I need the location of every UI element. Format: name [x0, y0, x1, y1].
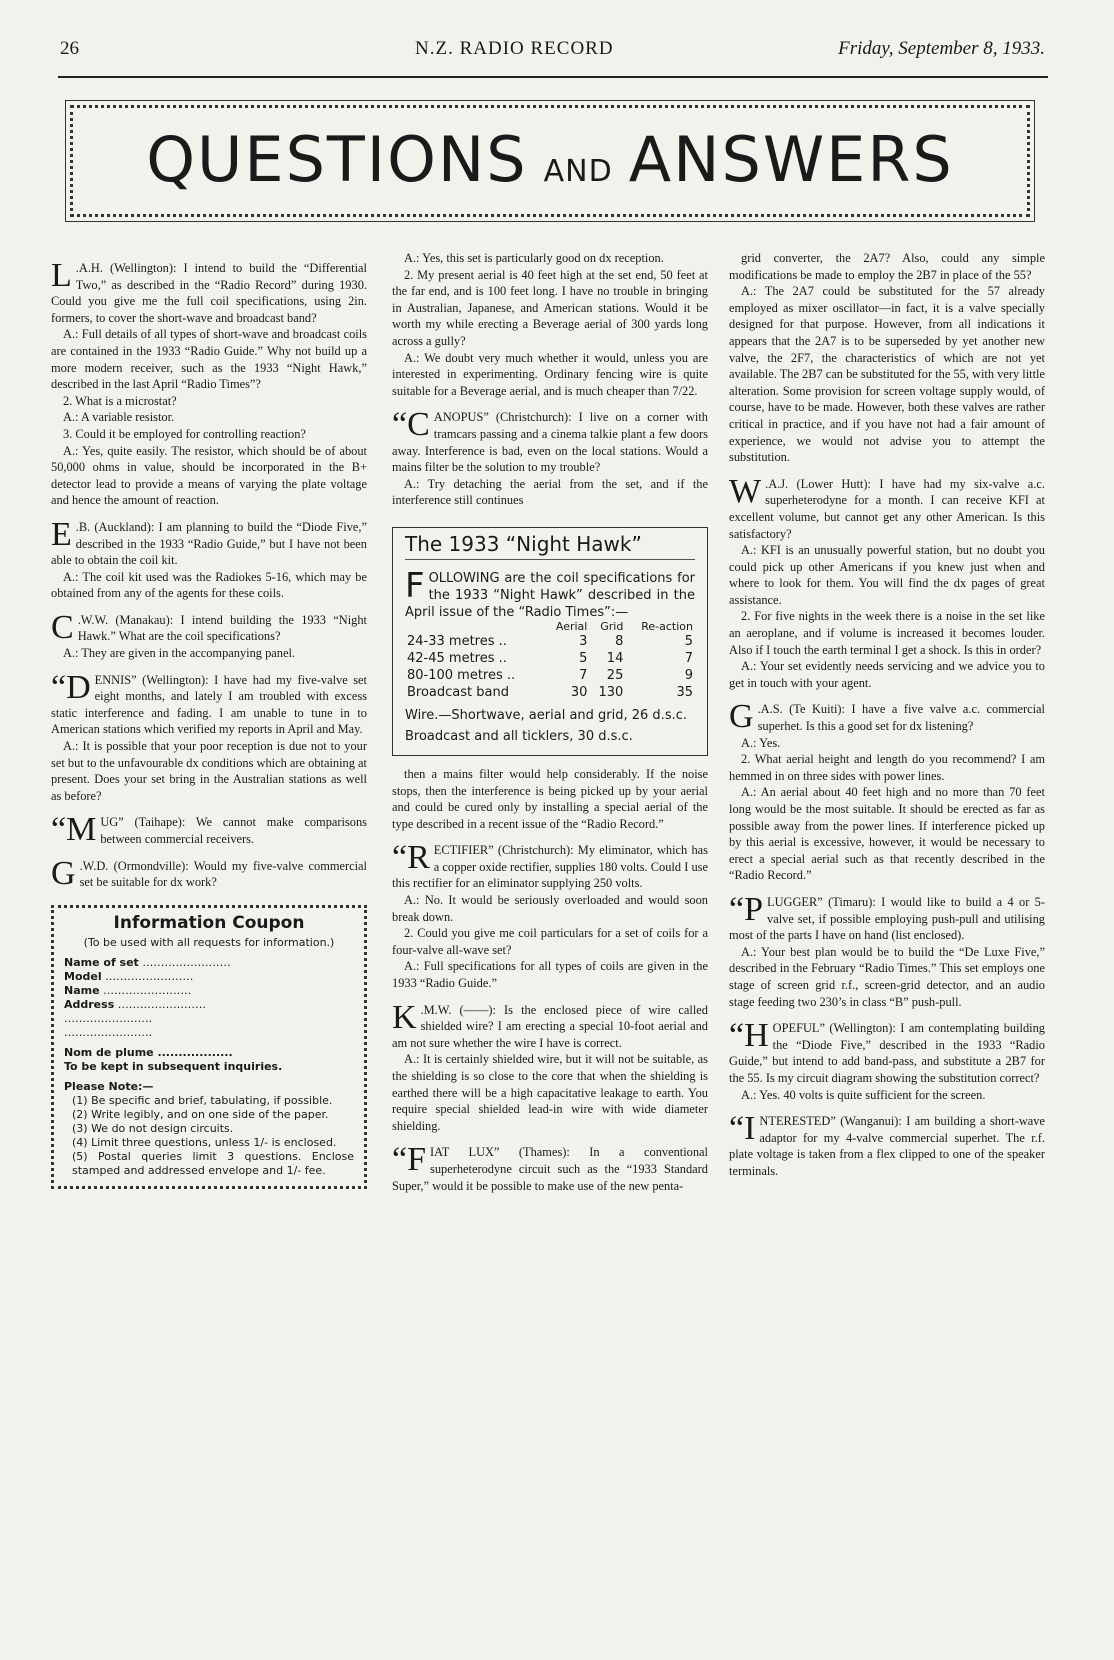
- coil-table-row: [405, 633, 695, 650]
- answer-paragraph: [51, 443, 367, 509]
- drop-cap: “M: [51, 811, 97, 849]
- coupon-plume-note: To be kept in subsequent inquiries.: [64, 1059, 283, 1073]
- column-1-text: [51, 257, 367, 892]
- coupon-field-dots: ․․․․․․․․․․․․․․․․․․․․․․․․: [142, 955, 231, 969]
- paragraph-text: .W.W. (Manakau): I intend building the 1933 “Night Hawk.” What are the coil specifications?: [77, 612, 367, 644]
- coil-table-cell: 25: [606, 667, 624, 683]
- answer-paragraph: [729, 658, 1045, 691]
- paragraph-text: A.: A variable resistor.: [63, 410, 175, 425]
- paragraph-text: .A.J. (Lower Hutt): I have had my six-valve a.c. superheterodyne for a month. I can receive KFI at excellent volume, but cannot get any other American. Is this satisfactory?: [729, 476, 1045, 541]
- paragraph-text: 2. What is a microstat?: [63, 393, 177, 408]
- coil-table-cell: 80-100 metres ..: [407, 667, 516, 683]
- answer-paragraph: [51, 409, 367, 426]
- panel-wire-note: Wire.—Shortwave, aerial and grid, 26 d.s.c.: [405, 707, 688, 723]
- answer-paragraph: [392, 250, 708, 267]
- paragraph-text: LUGGER” (Timaru): I would like to build a 4 or 5-valve set, if possible employing push-pull and utilising most of the parts I have on hand (list enclosed).: [729, 894, 1045, 943]
- panel-intro-text: OLLOWING are the coil specifications for the 1933 “Night Hawk” described in the April issue of the “Radio Times”:—: [405, 570, 695, 620]
- paragraph-text: ANOPUS” (Christchurch): I live on a corner with tramcars passing and a cinema talkie plant a few doors away. Interference is bad, even on the local stations. Would a mains filter be the solution to my trouble?: [392, 410, 708, 475]
- answer-paragraph: [729, 542, 1045, 608]
- coupon-field-dots: ․․․․․․․․․․․․․․․․․․․․․․․․: [117, 997, 207, 1011]
- col-header-grid: Grid: [600, 619, 624, 633]
- answer-paragraph: [392, 766, 708, 832]
- drop-cap: G: [729, 698, 754, 736]
- drop-cap: L: [51, 257, 72, 294]
- masthead: N.Z. RADIO RECORD: [415, 38, 614, 59]
- coupon-field-label: Model: [64, 969, 102, 983]
- paragraph-text: A.: Yes.: [741, 735, 781, 750]
- coil-table-cell: 35: [676, 684, 693, 700]
- column-3-text: [729, 250, 1045, 1179]
- question: [729, 1017, 1045, 1086]
- answer-paragraph: [51, 569, 367, 602]
- column-2-text-bottom: [392, 766, 708, 1194]
- coil-table-body: [405, 633, 695, 701]
- paragraph-text: A.: No. It would be seriously overloaded and would soon break down.: [392, 893, 708, 924]
- section-banner: [65, 100, 1035, 222]
- coil-table-row: [405, 650, 695, 667]
- coupon-notes-heading: Please Note:—: [64, 1079, 154, 1093]
- coupon-field-set: [64, 956, 354, 970]
- column-3: [729, 250, 1045, 1179]
- header-rule: [58, 76, 1048, 78]
- column-2-text-top: [392, 250, 708, 509]
- coupon-field-name: [64, 984, 354, 998]
- answer-paragraph: [729, 608, 1045, 658]
- answer-paragraph: [729, 1087, 1045, 1104]
- information-coupon: [51, 905, 367, 1189]
- question: [51, 668, 367, 738]
- paragraph-text: .A.H. (Wellington): I intend to build the “Differential Two,” as described in the “Radio Record” during 1930. Could you give me the full coil specifications, using 2in. formers, to cover the short-wave and broadcast band?: [51, 261, 367, 325]
- answer-paragraph: [729, 283, 1045, 466]
- panel-title: The 1933 “Night Hawk”: [405, 536, 695, 560]
- coil-table-row: [405, 684, 695, 701]
- paragraph-text: then a mains filter would help considerably. If the noise stops, then the interference is being picked up by your aerial and could be cured only by installing a special aerial of the type described in a recent issue of the “Radio Record.”: [392, 766, 708, 831]
- drop-cap: G: [51, 854, 76, 892]
- answer-paragraph: [51, 326, 367, 392]
- question: [392, 406, 708, 475]
- coupon-field-label: Address: [64, 997, 115, 1011]
- answer-paragraph: [729, 944, 1045, 1010]
- coupon-field-dots: ․․․․․․․․․․․․․․․․․․․․․․․․: [105, 969, 194, 983]
- column-1: [51, 250, 367, 1189]
- coupon-note: (2) Write legibly, and on one side of the paper.: [72, 1107, 329, 1121]
- paragraph-text: A.: They are given in the accompanying panel.: [63, 646, 296, 661]
- coil-table-cell: 5: [684, 633, 693, 649]
- question: [729, 472, 1045, 542]
- coil-table-cell: 7: [684, 650, 693, 666]
- paragraph-text: ENNIS” (Wellington): I have had my five-valve set eight months, and lately I am troubled with excess static interference and fading. I am unable to tune in to American stations which verified my reports in April and May.: [51, 672, 367, 737]
- question: [51, 608, 367, 646]
- paragraph-text: grid converter, the 2A7? Also, could any simple modifications be made to employ the 2B7 in place of the 55?: [729, 251, 1045, 282]
- column-2: [392, 250, 708, 1194]
- drop-cap: “R: [392, 839, 430, 877]
- banner-word-questions: QUESTIONS: [146, 123, 528, 196]
- answer-paragraph: [392, 1051, 708, 1134]
- coupon-notes: [64, 1094, 354, 1178]
- coil-table-header: [405, 621, 695, 633]
- answer-paragraph: [729, 751, 1045, 784]
- paragraph-text: A.: KFI is an unusually powerful station, but no doubt you could pick up other Americans if you knew just when and where to look for them. You will find the dx pages of great assistance.: [729, 543, 1045, 607]
- question: [392, 998, 708, 1052]
- question: [51, 257, 367, 326]
- question: [51, 515, 367, 569]
- page-number: 26: [60, 38, 79, 59]
- answer-paragraph: [392, 925, 708, 958]
- paragraph-text: A.: The 2A7 could be substituted for the 57 already employed as mixer oscillator—in fact, it is a valve specially designed for that purpose. However, from all indications it appears that the 2A7 is to be superseded by yet another new valve, the 2F7, the characteristics of which are not yet available. The 2B7 can be substituted for the 55, with very little alteration. Some provision for screen voltage supply would, of course, have to be made. However, both these valves are rather critical in practice, and if you have not had a fair amount of experience, we would not advise you to attempt the substitution.: [729, 284, 1045, 465]
- drop-cap: W: [729, 472, 762, 510]
- coupon-field-label: Name: [64, 983, 100, 997]
- paragraph-text: UG” (Taihape): We cannot make comparisons between commercial receivers.: [100, 815, 367, 846]
- paragraph-text: .W.D. (Ormondville): Would my five-valve commercial set be suitable for dx work?: [79, 858, 367, 890]
- coil-table-cell: 7: [579, 667, 588, 683]
- drop-cap: E: [51, 515, 72, 553]
- answer-paragraph: [51, 426, 367, 443]
- paragraph-text: 2. For five nights in the week there is a noise in the set like an aeroplane, and if volume is increased it becomes louder. Also if I touch the earth terminal I get a shock. Is this in order?: [729, 609, 1045, 657]
- answer-paragraph: [392, 267, 708, 350]
- paragraph-text: A.: It is possible that your poor reception is due not to your set but to the unfavourable dx conditions which are obtaining at present. Does your set bring in the Australian stations as well as before?: [51, 739, 367, 803]
- coupon-title: Information Coupon: [113, 912, 305, 933]
- coil-table-cell: 5: [579, 650, 588, 666]
- coil-table-cell: 14: [606, 650, 624, 666]
- paragraph-text: .M.W. (——): Is the enclosed piece of wire called shielded wire? I am erecting a special 10-foot aerial and am not sure whether the wire I have is correct.: [392, 1002, 708, 1050]
- coupon-address-line: ․․․․․․․․․․․․․․․․․․․․․․․․: [64, 1025, 153, 1039]
- coil-table-cell: 24-33 metres ..: [407, 633, 507, 649]
- question: [51, 811, 367, 849]
- coil-table-cell: 30: [570, 684, 588, 700]
- question: [392, 1141, 708, 1194]
- coupon-address-line: ․․․․․․․․․․․․․․․․․․․․․․․․: [64, 1011, 153, 1025]
- paragraph-text: A.: Your set evidently needs servicing and we advice you to get in touch with your agent.: [729, 659, 1045, 690]
- paragraph-text: A.: We doubt very much whether it would, unless you are interested in experimenting. Ordinary fencing wire is quite suitable for a Beverage aerial, and is much cheaper than 7/22.: [392, 350, 708, 398]
- paragraph-text: A.: Yes, quite easily. The resistor, which should be of about 50,000 ohms in value, should be incorporated in the B+ detector lead to provide a means of varying the plate voltage and hence the amount of reaction.: [51, 443, 367, 508]
- paragraph-text: .A.S. (Te Kuiti): I have a five valve a.c. commercial superhet. Is this a good set for dx listening?: [757, 702, 1045, 734]
- paragraph-text: A.: Full specifications for all types of coils are given in the 1933 “Radio Guide.”: [392, 959, 708, 991]
- answer-paragraph: [392, 892, 708, 925]
- answer-paragraph: [729, 735, 1045, 752]
- paragraph-text: 2. What aerial height and length do you recommend? I am hemmed in on three sides with power lines.: [729, 752, 1045, 783]
- paragraph-text: A.: Try detaching the aerial from the set, and if the interference still continues: [392, 476, 708, 508]
- coupon-field-label: Name of set: [64, 955, 139, 969]
- coupon-note: (4) Limit three questions, unless 1/- is enclosed.: [72, 1135, 337, 1149]
- banner-word-and: AND: [543, 154, 613, 189]
- paragraph-text: A.: Yes. 40 volts is quite sufficient for the screen.: [741, 1087, 986, 1102]
- coil-table-cell: 8: [615, 633, 624, 649]
- paragraph-text: .B. (Auckland): I am planning to build the “Diode Five,” described in the 1933 “Radio Guide,” but I have not been able to obtain the coil kit.: [51, 519, 367, 568]
- question: [392, 839, 708, 892]
- coupon-field-dots: ․․․․․․․․․․․․․․․․․․․․․․․․: [103, 983, 192, 997]
- answer-paragraph: [392, 958, 708, 991]
- answer-paragraph: [729, 250, 1045, 283]
- question: [729, 1110, 1045, 1179]
- answer-paragraph: [729, 784, 1045, 884]
- coil-spec-table: [405, 621, 695, 701]
- answer-paragraph: [392, 350, 708, 400]
- paragraph-text: 3. Could it be employed for controlling reaction?: [63, 426, 306, 441]
- col-header-reaction: Re-action: [641, 619, 693, 633]
- question: [729, 890, 1045, 944]
- paragraph-text: ECTIFIER” (Christchurch): My eliminator, which has a copper oxide rectifier, supplies 180 volts. Could I use this rectifier for an eliminator supplying 250 volts.: [392, 843, 708, 891]
- coupon-note: (5) Postal queries limit 3 questions. Enclose stamped and addressed envelope and 1/- fee.: [72, 1149, 354, 1177]
- answer-paragraph: [51, 738, 367, 804]
- coil-table-row: [405, 667, 695, 684]
- banner-title: [66, 123, 1034, 196]
- coil-table-cell: Broadcast band: [407, 684, 509, 700]
- paragraph-text: A.: Yes, this set is particularly good on dx reception.: [404, 251, 664, 265]
- paragraph-text: A.: Full details of all types of short-wave and broadcast coils are contained in the 1933 “Radio Guide.” Why not build up a more modern receiver, such as the 1933 “Night Hawk,” described in the last April “Radio Times”?: [51, 327, 367, 392]
- question: [729, 698, 1045, 736]
- panel-intro: [405, 565, 695, 621]
- coil-table-cell: 130: [598, 684, 624, 700]
- drop-cap: “H: [729, 1017, 769, 1055]
- paragraph-text: A.: The coil kit used was the Radiokes 5-16, which may be obtained from any of the agents for these coils.: [51, 569, 367, 601]
- coil-table-cell: 42-45 metres ..: [407, 650, 507, 666]
- drop-cap: K: [392, 998, 417, 1036]
- coupon-field-model: [64, 970, 354, 984]
- coupon-note: (1) Be specific and brief, tabulating, if possible.: [72, 1093, 333, 1107]
- drop-cap: “I: [729, 1110, 756, 1148]
- paragraph-text: OPEFUL” (Wellington): I am contemplating building the “Diode Five,” described in the 1933 “Radio Guide,” but intend to add band-pass, and substitute a 2B7 for the 55. Is my circuit diagram showing the substitution correct?: [729, 1021, 1045, 1085]
- paragraph-text: A.: An aerial about 40 feet high and no more than 70 feet long would be the most suitable. It should be erected as far as possible away from the power lines. If interference picked up by this aerial is excessive, however, it would be necessary to erect a special aerial such as that recently described in the “Radio Record.”: [729, 785, 1045, 883]
- paragraph-text: A.: Your best plan would be to build the “De Luxe Five,” described in the February “Radio Times.” This set employs one stage of screen grid r.f., screen-grid detector, and an audio stage feeding two 230’s in class “B” push-pull.: [729, 944, 1045, 1009]
- answer-paragraph: [51, 393, 367, 410]
- answer-paragraph: [392, 476, 708, 509]
- question: [51, 854, 367, 892]
- col-header-aerial: Aerial: [555, 619, 588, 633]
- drop-cap: “C: [392, 406, 430, 444]
- drop-cap: “D: [51, 668, 91, 706]
- coil-table-cell: 9: [684, 667, 693, 683]
- page-header: [60, 38, 1045, 62]
- paragraph-text: 2. My present aerial is 40 feet high at the set end, 50 feet at the far end, and is 100 feet long. I have no trouble in bringing in Australian, Japanese, and American stations. Would it be worth my while erecting a Beverage aerial of 300 yards long across a gully?: [392, 267, 708, 348]
- coupon-nom-de-plume: Nom de plume ..................: [64, 1045, 233, 1059]
- paragraph-text: 2. Could you give me coil particulars for a set of coils for a four-valve all-wave set?: [392, 926, 708, 957]
- panel-broadcast-note: Broadcast and all ticklers, 30 d.s.c.: [405, 728, 633, 744]
- drop-cap: C: [51, 608, 74, 646]
- night-hawk-panel: [392, 527, 708, 756]
- issue-date: Friday, September 8, 1933.: [838, 38, 1045, 59]
- coupon-subtitle: (To be used with all requests for information.): [83, 935, 335, 949]
- answer-paragraph: [51, 645, 367, 662]
- paragraph-text: NTERESTED” (Wanganui): I am building a short-wave adaptor for my 4-valve commercial superhet. The r.f. plate voltage is taken from a flex clipped to one of the speaker terminals.: [729, 1114, 1045, 1178]
- banner-word-answers: ANSWERS: [628, 123, 954, 196]
- paragraph-text: IAT LUX” (Thames): In a conventional superheterodyne circuit such as the “1933 Standard Super,” would it be possible to make use of the new penta-: [392, 1145, 708, 1193]
- coupon-field-address: [64, 998, 354, 1012]
- coupon-note: (3) We do not design circuits.: [72, 1121, 234, 1135]
- drop-cap: “P: [729, 890, 763, 928]
- coil-table-cell: 3: [579, 633, 588, 649]
- drop-cap: F: [405, 565, 425, 606]
- drop-cap: “F: [392, 1141, 426, 1179]
- paragraph-text: A.: It is certainly shielded wire, but it will not be suitable, as the shielding is so close to the core that when the shielding is earthed there will be a high capacitative leakage to earth. You require special shielded lead-in wire with wide diameter shielding.: [392, 1052, 708, 1133]
